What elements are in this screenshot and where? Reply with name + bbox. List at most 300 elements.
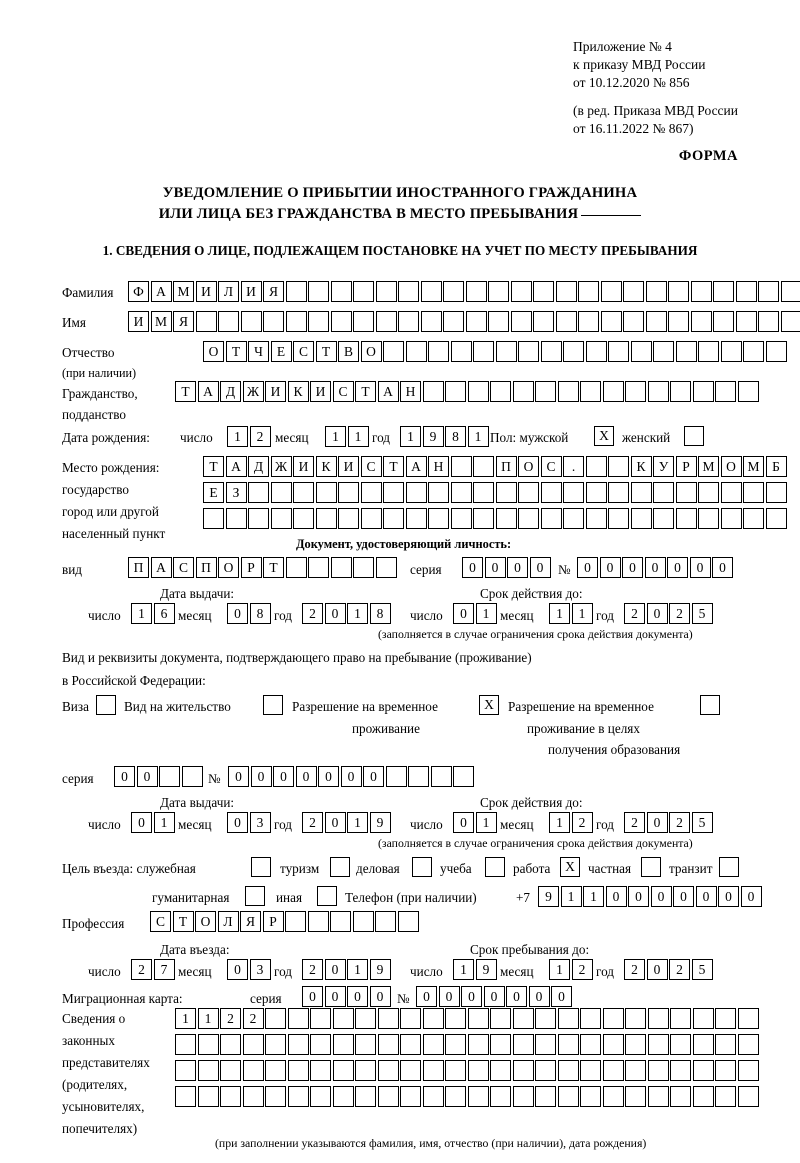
char-cell[interactable] — [578, 311, 599, 332]
char-cell[interactable] — [586, 482, 607, 503]
char-cell[interactable] — [646, 281, 667, 302]
char-cell[interactable]: О — [218, 557, 239, 578]
char-cell[interactable] — [535, 1008, 556, 1029]
char-cell[interactable]: И — [293, 456, 314, 477]
char-cell[interactable] — [556, 311, 577, 332]
doc-valid-month-field[interactable] — [549, 603, 594, 624]
entry-year-field[interactable] — [302, 959, 392, 980]
char-cell[interactable] — [670, 1060, 691, 1081]
birth-month-field[interactable] — [325, 426, 370, 447]
checkbox-purpose-tourism[interactable] — [330, 857, 350, 877]
char-cell[interactable] — [263, 311, 284, 332]
char-cell[interactable] — [563, 482, 584, 503]
char-cell[interactable] — [738, 1034, 759, 1055]
char-cell[interactable] — [738, 1086, 759, 1107]
char-cell[interactable] — [691, 281, 712, 302]
char-cell[interactable] — [308, 281, 329, 302]
char-cell[interactable]: 1 — [198, 1008, 219, 1029]
char-cell[interactable] — [445, 1034, 466, 1055]
char-cell[interactable] — [353, 281, 374, 302]
char-cell[interactable] — [490, 1086, 511, 1107]
char-cell[interactable] — [668, 281, 689, 302]
char-cell[interactable]: И — [265, 381, 286, 402]
char-cell[interactable]: 1 — [549, 959, 570, 980]
char-cell[interactable] — [625, 1060, 646, 1081]
char-cell[interactable]: 0 — [325, 959, 346, 980]
char-cell[interactable] — [715, 1086, 736, 1107]
char-cell[interactable] — [353, 557, 374, 578]
char-cell[interactable] — [286, 557, 307, 578]
char-cell[interactable]: 2 — [669, 959, 690, 980]
char-cell[interactable]: С — [293, 341, 314, 362]
char-cell[interactable] — [423, 1086, 444, 1107]
char-cell[interactable] — [473, 456, 494, 477]
doc-valid-year-field[interactable] — [624, 603, 714, 624]
char-cell[interactable] — [310, 1034, 331, 1055]
char-cell[interactable]: 0 — [507, 557, 528, 578]
char-cell[interactable]: Д — [220, 381, 241, 402]
char-cell[interactable] — [175, 1060, 196, 1081]
char-cell[interactable]: 1 — [453, 959, 474, 980]
doc-valid-day-field[interactable] — [453, 603, 498, 624]
char-cell[interactable]: Р — [241, 557, 262, 578]
char-cell[interactable] — [721, 508, 742, 529]
char-cell[interactable] — [496, 508, 517, 529]
char-cell[interactable] — [220, 1086, 241, 1107]
char-cell[interactable] — [316, 508, 337, 529]
char-cell[interactable] — [601, 311, 622, 332]
char-cell[interactable]: 5 — [692, 603, 713, 624]
char-cell[interactable] — [743, 508, 764, 529]
permit-valid-year-field[interactable] — [624, 812, 714, 833]
char-cell[interactable] — [533, 311, 554, 332]
char-cell[interactable] — [580, 381, 601, 402]
char-cell[interactable] — [563, 508, 584, 529]
char-cell[interactable] — [331, 557, 352, 578]
char-cell[interactable]: 1 — [549, 603, 570, 624]
char-cell[interactable] — [398, 311, 419, 332]
birthplace-line-1[interactable] — [203, 456, 788, 477]
char-cell[interactable] — [445, 1008, 466, 1029]
char-cell[interactable] — [758, 281, 779, 302]
char-cell[interactable] — [443, 281, 464, 302]
char-cell[interactable] — [218, 311, 239, 332]
char-cell[interactable]: 0 — [622, 557, 643, 578]
char-cell[interactable] — [466, 311, 487, 332]
char-cell[interactable] — [670, 1008, 691, 1029]
char-cell[interactable] — [333, 1086, 354, 1107]
permit-valid-day-field[interactable] — [453, 812, 498, 833]
mcard-series-field[interactable] — [302, 986, 392, 1007]
char-cell[interactable] — [781, 281, 800, 302]
char-cell[interactable]: А — [198, 381, 219, 402]
char-cell[interactable]: А — [151, 557, 172, 578]
checkbox-temp-residence[interactable]: X — [479, 695, 499, 715]
char-cell[interactable]: 0 — [485, 557, 506, 578]
char-cell[interactable]: 0 — [484, 986, 505, 1007]
char-cell[interactable]: 0 — [651, 886, 672, 907]
char-cell[interactable] — [625, 1086, 646, 1107]
char-cell[interactable]: 0 — [647, 812, 668, 833]
char-cell[interactable] — [203, 508, 224, 529]
checkbox-edu-residence[interactable] — [700, 695, 720, 715]
checkbox-residence-permit[interactable] — [263, 695, 283, 715]
char-cell[interactable] — [473, 508, 494, 529]
char-cell[interactable]: 0 — [461, 986, 482, 1007]
char-cell[interactable] — [490, 1034, 511, 1055]
char-cell[interactable] — [580, 1008, 601, 1029]
char-cell[interactable] — [653, 341, 674, 362]
char-cell[interactable] — [175, 1086, 196, 1107]
char-cell[interactable]: 0 — [712, 557, 733, 578]
char-cell[interactable] — [220, 1034, 241, 1055]
char-cell[interactable] — [601, 281, 622, 302]
char-cell[interactable]: 0 — [741, 886, 762, 907]
char-cell[interactable]: 0 — [628, 886, 649, 907]
char-cell[interactable]: 0 — [341, 766, 362, 787]
char-cell[interactable]: 1 — [549, 812, 570, 833]
char-cell[interactable] — [423, 1060, 444, 1081]
surname-field[interactable] — [128, 281, 800, 302]
char-cell[interactable] — [625, 1008, 646, 1029]
char-cell[interactable] — [691, 311, 712, 332]
char-cell[interactable] — [445, 1060, 466, 1081]
char-cell[interactable]: 2 — [250, 426, 271, 447]
char-cell[interactable]: К — [631, 456, 652, 477]
char-cell[interactable]: 1 — [476, 603, 497, 624]
char-cell[interactable] — [376, 311, 397, 332]
char-cell[interactable]: И — [241, 281, 262, 302]
char-cell[interactable]: А — [378, 381, 399, 402]
char-cell[interactable]: 0 — [325, 986, 346, 1007]
char-cell[interactable]: 1 — [572, 603, 593, 624]
char-cell[interactable]: 0 — [114, 766, 135, 787]
char-cell[interactable] — [586, 341, 607, 362]
char-cell[interactable]: Л — [218, 281, 239, 302]
char-cell[interactable] — [182, 766, 203, 787]
doc-issue-day-field[interactable] — [131, 603, 176, 624]
char-cell[interactable] — [293, 482, 314, 503]
char-cell[interactable]: 5 — [692, 959, 713, 980]
char-cell[interactable] — [715, 1008, 736, 1029]
char-cell[interactable]: 0 — [137, 766, 158, 787]
char-cell[interactable]: 2 — [243, 1008, 264, 1029]
checkbox-male[interactable]: X — [594, 426, 614, 446]
char-cell[interactable]: 9 — [476, 959, 497, 980]
stay-day-field[interactable] — [453, 959, 498, 980]
char-cell[interactable] — [586, 508, 607, 529]
char-cell[interactable] — [198, 1086, 219, 1107]
char-cell[interactable] — [445, 381, 466, 402]
char-cell[interactable] — [603, 1008, 624, 1029]
char-cell[interactable]: 0 — [363, 766, 384, 787]
char-cell[interactable] — [378, 1086, 399, 1107]
char-cell[interactable] — [241, 311, 262, 332]
char-cell[interactable] — [513, 1008, 534, 1029]
char-cell[interactable] — [670, 381, 691, 402]
char-cell[interactable]: 2 — [131, 959, 152, 980]
char-cell[interactable]: 2 — [624, 812, 645, 833]
doc-issue-year-field[interactable] — [302, 603, 392, 624]
char-cell[interactable] — [198, 1034, 219, 1055]
char-cell[interactable]: 0 — [696, 886, 717, 907]
char-cell[interactable]: 0 — [453, 812, 474, 833]
char-cell[interactable]: 0 — [529, 986, 550, 1007]
stay-month-field[interactable] — [549, 959, 594, 980]
char-cell[interactable] — [541, 508, 562, 529]
char-cell[interactable]: 9 — [423, 426, 444, 447]
char-cell[interactable] — [693, 1034, 714, 1055]
legal-rep-line-1[interactable] — [175, 1008, 760, 1029]
char-cell[interactable] — [288, 1086, 309, 1107]
char-cell[interactable] — [668, 311, 689, 332]
char-cell[interactable] — [736, 311, 757, 332]
char-cell[interactable] — [451, 482, 472, 503]
char-cell[interactable] — [580, 1086, 601, 1107]
entry-day-field[interactable] — [131, 959, 176, 980]
char-cell[interactable] — [558, 1034, 579, 1055]
char-cell[interactable] — [721, 482, 742, 503]
char-cell[interactable]: 1 — [227, 426, 248, 447]
char-cell[interactable]: 0 — [227, 959, 248, 980]
char-cell[interactable] — [623, 281, 644, 302]
char-cell[interactable]: 0 — [530, 557, 551, 578]
char-cell[interactable] — [558, 1086, 579, 1107]
char-cell[interactable]: Д — [248, 456, 269, 477]
checkbox-purpose-other[interactable] — [317, 886, 337, 906]
char-cell[interactable]: Я — [240, 911, 261, 932]
char-cell[interactable]: 0 — [227, 603, 248, 624]
char-cell[interactable]: 2 — [624, 603, 645, 624]
char-cell[interactable] — [423, 1034, 444, 1055]
char-cell[interactable] — [353, 911, 374, 932]
char-cell[interactable] — [428, 341, 449, 362]
char-cell[interactable] — [715, 381, 736, 402]
char-cell[interactable]: О — [195, 911, 216, 932]
char-cell[interactable]: Л — [218, 911, 239, 932]
char-cell[interactable]: Ж — [271, 456, 292, 477]
char-cell[interactable] — [535, 1060, 556, 1081]
char-cell[interactable]: 1 — [561, 886, 582, 907]
char-cell[interactable] — [288, 1060, 309, 1081]
char-cell[interactable]: 2 — [669, 603, 690, 624]
char-cell[interactable] — [400, 1060, 421, 1081]
char-cell[interactable] — [631, 482, 652, 503]
char-cell[interactable] — [243, 1060, 264, 1081]
char-cell[interactable] — [603, 1060, 624, 1081]
char-cell[interactable]: . — [563, 456, 584, 477]
char-cell[interactable] — [736, 281, 757, 302]
char-cell[interactable] — [743, 482, 764, 503]
char-cell[interactable]: Е — [203, 482, 224, 503]
doc-series-field[interactable] — [462, 557, 552, 578]
char-cell[interactable]: 0 — [506, 986, 527, 1007]
char-cell[interactable]: 2 — [302, 812, 323, 833]
birth-day-field[interactable] — [227, 426, 272, 447]
char-cell[interactable] — [693, 1086, 714, 1107]
char-cell[interactable] — [196, 311, 217, 332]
char-cell[interactable] — [468, 1086, 489, 1107]
char-cell[interactable] — [608, 482, 629, 503]
char-cell[interactable]: С — [541, 456, 562, 477]
char-cell[interactable]: 1 — [583, 886, 604, 907]
char-cell[interactable]: И — [338, 456, 359, 477]
char-cell[interactable]: 0 — [228, 766, 249, 787]
char-cell[interactable] — [698, 482, 719, 503]
char-cell[interactable] — [693, 1060, 714, 1081]
char-cell[interactable]: 8 — [250, 603, 271, 624]
char-cell[interactable] — [333, 1008, 354, 1029]
checkbox-purpose-business[interactable] — [412, 857, 432, 877]
char-cell[interactable]: Р — [263, 911, 284, 932]
char-cell[interactable] — [288, 1034, 309, 1055]
char-cell[interactable] — [513, 1034, 534, 1055]
char-cell[interactable] — [488, 311, 509, 332]
char-cell[interactable]: 9 — [538, 886, 559, 907]
char-cell[interactable] — [428, 508, 449, 529]
char-cell[interactable] — [693, 1008, 714, 1029]
char-cell[interactable] — [265, 1086, 286, 1107]
char-cell[interactable] — [558, 1060, 579, 1081]
char-cell[interactable] — [603, 381, 624, 402]
char-cell[interactable] — [375, 911, 396, 932]
char-cell[interactable]: 7 — [154, 959, 175, 980]
char-cell[interactable]: 2 — [220, 1008, 241, 1029]
char-cell[interactable]: П — [128, 557, 149, 578]
char-cell[interactable]: Т — [355, 381, 376, 402]
char-cell[interactable] — [428, 482, 449, 503]
permit-issue-year-field[interactable] — [302, 812, 392, 833]
char-cell[interactable] — [648, 1034, 669, 1055]
char-cell[interactable] — [653, 508, 674, 529]
char-cell[interactable]: 2 — [669, 812, 690, 833]
char-cell[interactable]: 9 — [370, 812, 391, 833]
patronymic-field[interactable] — [203, 341, 788, 362]
checkbox-purpose-work[interactable]: X — [560, 857, 580, 877]
char-cell[interactable]: П — [196, 557, 217, 578]
legal-rep-line-3[interactable] — [175, 1060, 760, 1081]
char-cell[interactable] — [445, 1086, 466, 1107]
char-cell[interactable] — [406, 341, 427, 362]
char-cell[interactable] — [693, 381, 714, 402]
char-cell[interactable] — [265, 1034, 286, 1055]
char-cell[interactable] — [468, 381, 489, 402]
char-cell[interactable]: Я — [173, 311, 194, 332]
char-cell[interactable]: К — [288, 381, 309, 402]
char-cell[interactable] — [766, 508, 787, 529]
char-cell[interactable] — [451, 456, 472, 477]
char-cell[interactable] — [603, 1086, 624, 1107]
char-cell[interactable] — [766, 341, 787, 362]
char-cell[interactable] — [431, 766, 452, 787]
char-cell[interactable] — [406, 508, 427, 529]
char-cell[interactable] — [333, 1034, 354, 1055]
char-cell[interactable] — [608, 341, 629, 362]
char-cell[interactable] — [308, 911, 329, 932]
char-cell[interactable] — [400, 1008, 421, 1029]
char-cell[interactable]: 1 — [468, 426, 489, 447]
char-cell[interactable] — [646, 311, 667, 332]
char-cell[interactable] — [556, 281, 577, 302]
permit-series-field[interactable] — [114, 766, 204, 787]
doc-kind-field[interactable] — [128, 557, 398, 578]
permit-number-field[interactable] — [228, 766, 476, 787]
char-cell[interactable]: 0 — [690, 557, 711, 578]
name-field[interactable] — [128, 311, 800, 332]
char-cell[interactable] — [316, 482, 337, 503]
char-cell[interactable] — [738, 1008, 759, 1029]
char-cell[interactable] — [676, 482, 697, 503]
char-cell[interactable]: Т — [263, 557, 284, 578]
char-cell[interactable] — [518, 508, 539, 529]
char-cell[interactable] — [648, 1008, 669, 1029]
char-cell[interactable] — [353, 311, 374, 332]
char-cell[interactable]: С — [361, 456, 382, 477]
char-cell[interactable]: 5 — [692, 812, 713, 833]
char-cell[interactable]: П — [496, 456, 517, 477]
char-cell[interactable] — [423, 1008, 444, 1029]
char-cell[interactable] — [421, 281, 442, 302]
char-cell[interactable] — [496, 482, 517, 503]
char-cell[interactable] — [563, 341, 584, 362]
char-cell[interactable] — [535, 1086, 556, 1107]
char-cell[interactable] — [578, 281, 599, 302]
char-cell[interactable] — [648, 1086, 669, 1107]
char-cell[interactable] — [518, 341, 539, 362]
char-cell[interactable]: 0 — [606, 886, 627, 907]
char-cell[interactable]: 0 — [416, 986, 437, 1007]
char-cell[interactable]: 3 — [250, 812, 271, 833]
checkbox-visa[interactable] — [96, 695, 116, 715]
char-cell[interactable] — [608, 508, 629, 529]
char-cell[interactable] — [265, 1008, 286, 1029]
char-cell[interactable] — [248, 508, 269, 529]
char-cell[interactable] — [518, 482, 539, 503]
char-cell[interactable]: 2 — [572, 812, 593, 833]
char-cell[interactable]: 0 — [577, 557, 598, 578]
char-cell[interactable]: 2 — [302, 603, 323, 624]
char-cell[interactable]: И — [310, 381, 331, 402]
char-cell[interactable] — [713, 311, 734, 332]
checkbox-purpose-humanitarian[interactable] — [245, 886, 265, 906]
char-cell[interactable] — [535, 1034, 556, 1055]
char-cell[interactable] — [361, 508, 382, 529]
char-cell[interactable]: 0 — [370, 986, 391, 1007]
char-cell[interactable]: М — [173, 281, 194, 302]
permit-issue-month-field[interactable] — [227, 812, 272, 833]
char-cell[interactable] — [265, 1060, 286, 1081]
char-cell[interactable] — [378, 1008, 399, 1029]
char-cell[interactable]: 0 — [302, 986, 323, 1007]
char-cell[interactable] — [331, 281, 352, 302]
char-cell[interactable] — [468, 1034, 489, 1055]
char-cell[interactable]: 0 — [273, 766, 294, 787]
checkbox-purpose-study[interactable] — [485, 857, 505, 877]
char-cell[interactable]: М — [151, 311, 172, 332]
char-cell[interactable]: З — [226, 482, 247, 503]
char-cell[interactable]: 8 — [370, 603, 391, 624]
char-cell[interactable]: 1 — [131, 603, 152, 624]
char-cell[interactable] — [285, 911, 306, 932]
char-cell[interactable] — [355, 1086, 376, 1107]
char-cell[interactable] — [383, 508, 404, 529]
char-cell[interactable] — [758, 311, 779, 332]
stay-year-field[interactable] — [624, 959, 714, 980]
char-cell[interactable]: 9 — [370, 959, 391, 980]
char-cell[interactable] — [625, 381, 646, 402]
char-cell[interactable]: Ф — [128, 281, 149, 302]
char-cell[interactable]: 0 — [439, 986, 460, 1007]
